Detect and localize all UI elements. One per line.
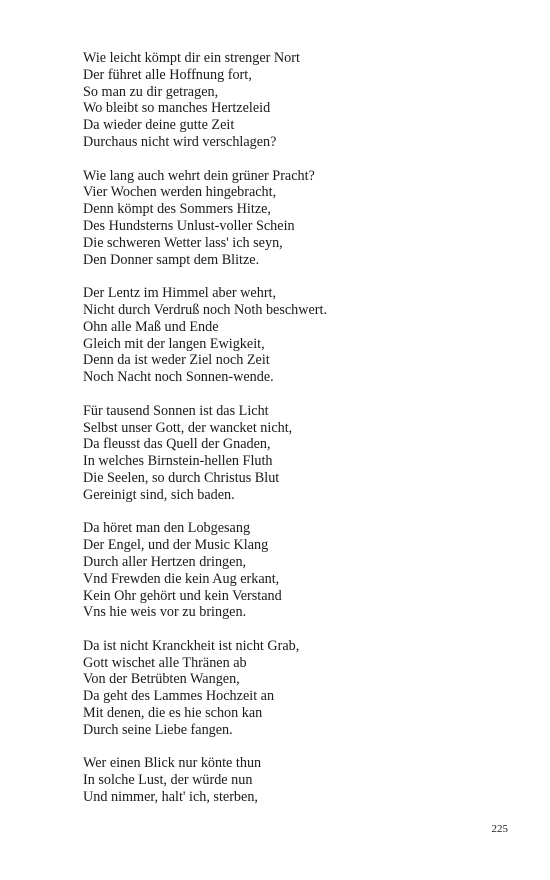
stanza-3 — [83, 285, 523, 386]
poem-line: Der Engel, und der Music Klang — [83, 537, 269, 554]
poem-body — [83, 50, 523, 823]
poem-line: Für tausend Sonnen ist das Licht — [83, 402, 269, 419]
poem-line: Gleich mit der langen Ewigkeit, — [83, 335, 265, 352]
poem-line: Da geht des Lammes Hochzeit an — [83, 688, 275, 705]
stanza-4 — [83, 403, 523, 504]
stanza-6 — [83, 638, 523, 739]
poem-line: Wie leicht kömpt dir ein strenger Nort — [83, 50, 300, 66]
poem-line: Die Seelen, so durch Christus Blut — [83, 469, 280, 486]
poem-line: Vnd Frewden die kein Aug erkant, — [83, 570, 280, 587]
stanza-2 — [83, 168, 523, 269]
poem-line: Kein Ohr gehört und kein Verstand — [83, 587, 282, 604]
poem-line: Wo bleibt so manches Hertzeleid — [83, 100, 271, 117]
poem-line: Durch aller Hertzen dringen, — [83, 553, 247, 570]
poem-line: Da ist nicht Kranckheit ist nicht Grab, — [83, 637, 300, 654]
poem-line: Denn kömpt des Sommers Hitze, — [83, 201, 271, 218]
poem-line: Mit denen, die es hie schon kan — [83, 705, 263, 722]
poem-line: Noch Nacht noch Sonnen-wende. — [83, 369, 274, 386]
poem-line: Da höret man den Lobgesang — [83, 520, 251, 537]
poem-line: Den Donner sampt dem Blitze. — [83, 251, 260, 268]
poem-line: Der Lentz im Himmel aber wehrt, — [83, 285, 277, 302]
poem-line: Die schweren Wetter lass' ich seyn, — [83, 234, 283, 251]
page-number: 225 — [491, 823, 508, 835]
stanza-1 — [83, 50, 523, 151]
poem-line: Von der Betrübten Wangen, — [83, 671, 240, 688]
stanza-7 — [83, 755, 523, 805]
poem-line: Gereinigt sind, sich baden. — [83, 486, 235, 503]
poem-line: Gott wischet alle Thränen ab — [83, 654, 247, 671]
poem-line: Wie lang auch wehrt dein grüner Pracht? — [83, 167, 315, 184]
poem-line: Denn da ist weder Ziel noch Zeit — [83, 352, 270, 369]
poem-line: Selbst unser Gott, der wancket nicht, — [83, 419, 293, 436]
poem-line: Durch seine Liebe fangen. — [83, 721, 233, 738]
poem-line: Vier Wochen werden hingebracht, — [83, 184, 277, 201]
poem-line: Der führet alle Hoffnung fort, — [83, 66, 252, 83]
stanza-5 — [83, 520, 523, 621]
poem-line: Durchaus nicht wird verschlagen? — [83, 133, 277, 150]
poem-line: Da fleusst das Quell der Gnaden, — [83, 436, 271, 453]
poem-line: Da wieder deine gutte Zeit — [83, 117, 235, 134]
poem-line: In welches Birnstein-hellen Fluth — [83, 453, 273, 470]
poem-line: So man zu dir getragen, — [83, 83, 219, 100]
poem-line: Wer einen Blick nur könte thun — [83, 755, 262, 772]
poem-line: Nicht durch Verdruß noch Noth beschwert. — [83, 301, 328, 318]
poem-line: Ohn alle Maß und Ende — [83, 318, 219, 335]
poem-line: In solche Lust, der würde nun — [83, 772, 253, 789]
poem-line: Des Hundsterns Unlust-voller Schein — [83, 217, 295, 234]
poem-line: Und nimmer, halt' ich, sterben, — [83, 789, 258, 806]
poem-line: Vns hie weis vor zu bringen. — [83, 604, 247, 621]
